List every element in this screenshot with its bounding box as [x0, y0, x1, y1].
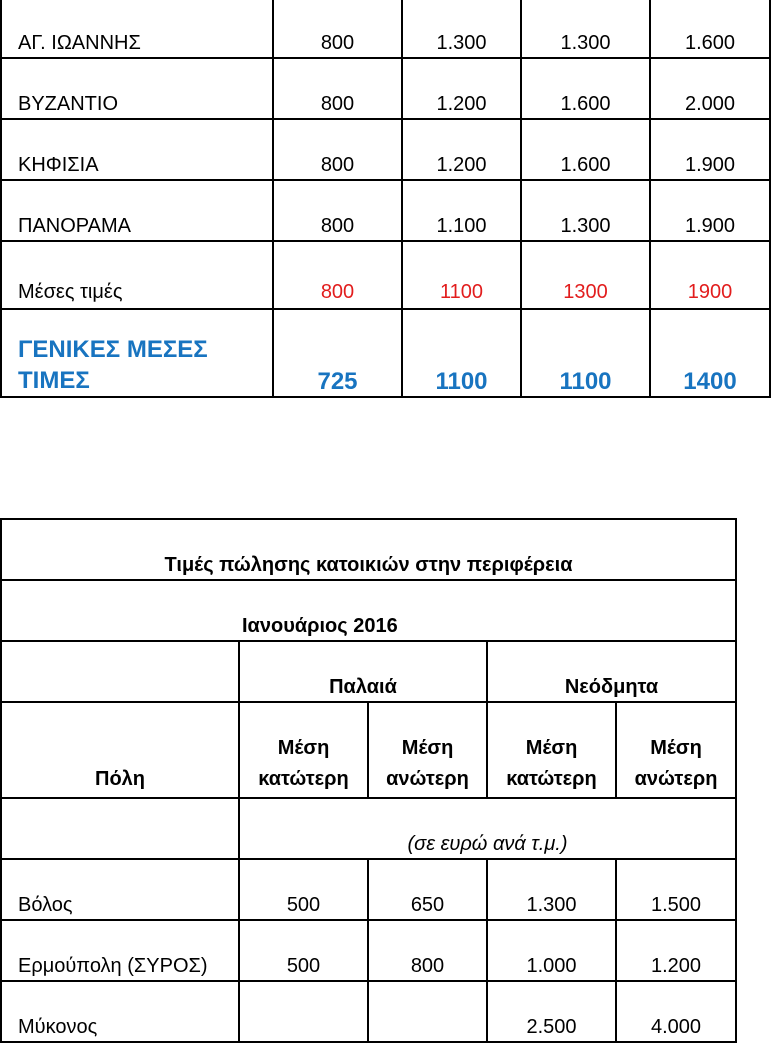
overall-value: 1100	[521, 309, 650, 397]
cell-value: 1.300	[521, 0, 650, 58]
area-name: ΚΗΦΙΣΙΑ	[1, 119, 273, 180]
table-row	[1, 58, 770, 119]
lower-header: Μέση κατώτερη	[487, 702, 616, 798]
cell-value: 1.600	[650, 0, 770, 58]
cell-value	[239, 981, 368, 1042]
overall-value: 1400	[650, 309, 770, 397]
table-row	[1, 920, 736, 981]
table-row	[1, 180, 770, 241]
city-name: Μύκονος	[1, 981, 239, 1042]
overall-average-row	[1, 309, 770, 397]
average-value: 1100	[402, 241, 521, 309]
upper-header: Μέση ανώτερη	[616, 702, 736, 798]
cell-value: 800	[273, 119, 402, 180]
city-name: Βόλος	[1, 859, 239, 920]
average-value: 800	[273, 241, 402, 309]
cell-value: 1.900	[650, 119, 770, 180]
cell-value: 800	[273, 0, 402, 58]
table-row	[1, 0, 770, 58]
cell-value: 800	[273, 58, 402, 119]
city-header: Πόλη	[1, 702, 239, 798]
prices-table-areas	[0, 0, 771, 398]
cell-value: 1.600	[521, 58, 650, 119]
table-row	[1, 119, 770, 180]
cell-value: 2.000	[650, 58, 770, 119]
average-value: 1300	[521, 241, 650, 309]
cell-value: 650	[368, 859, 487, 920]
cell-value: 1.200	[402, 58, 521, 119]
cell-value: 1.200	[402, 119, 521, 180]
cell-value: 1.300	[521, 180, 650, 241]
cell-value: 1.900	[650, 180, 770, 241]
column-header-row	[1, 702, 736, 798]
cell-value: 1.100	[402, 180, 521, 241]
cell-value: 500	[239, 920, 368, 981]
upper-header: Μέση ανώτερη	[368, 702, 487, 798]
cell-value: 1.300	[402, 0, 521, 58]
period-row	[1, 580, 736, 641]
cell-value: 800	[273, 180, 402, 241]
area-name: ΒΥΖΑΝΤΙΟ	[1, 58, 273, 119]
city-name: Ερμούπολη (ΣΥΡΟΣ)	[1, 920, 239, 981]
group-header-row	[1, 641, 736, 702]
area-name: ΠΑΝΟΡΑΜΑ	[1, 180, 273, 241]
overall-value: 725	[273, 309, 402, 397]
average-label: Μέσες τιμές	[1, 241, 273, 309]
cell-value: 1.500	[616, 859, 736, 920]
title-row	[1, 519, 736, 580]
cell-value: 2.500	[487, 981, 616, 1042]
cell-value: 1.200	[616, 920, 736, 981]
prices-table-periphery	[0, 518, 737, 1043]
table-period: Ιανουάριος 2016	[1, 580, 736, 641]
cell-value: 1.000	[487, 920, 616, 981]
table-row	[1, 981, 736, 1042]
overall-label: ΓΕΝΙΚΕΣ ΜΕΣΕΣ ΤΙΜΕΣ	[1, 309, 273, 397]
group-old-header: Παλαιά	[239, 641, 487, 702]
cell-value: 1.300	[487, 859, 616, 920]
cell-value: 4.000	[616, 981, 736, 1042]
unit-row	[1, 798, 736, 859]
table-title: Τιμές πώλησης κατοικιών στην περιφέρεια	[1, 519, 736, 580]
area-name: ΑΓ. ΙΩΑΝΝΗΣ	[1, 0, 273, 58]
group-new-header: Νεόδμητα	[487, 641, 736, 702]
average-value: 1900	[650, 241, 770, 309]
average-row	[1, 241, 770, 309]
unit-note: (σε ευρώ ανά τ.μ.)	[239, 798, 736, 859]
overall-value: 1100	[402, 309, 521, 397]
cell-value: 500	[239, 859, 368, 920]
cell-value: 800	[368, 920, 487, 981]
cell-value	[368, 981, 487, 1042]
lower-header: Μέση κατώτερη	[239, 702, 368, 798]
cell-value: 1.600	[521, 119, 650, 180]
table-row	[1, 859, 736, 920]
